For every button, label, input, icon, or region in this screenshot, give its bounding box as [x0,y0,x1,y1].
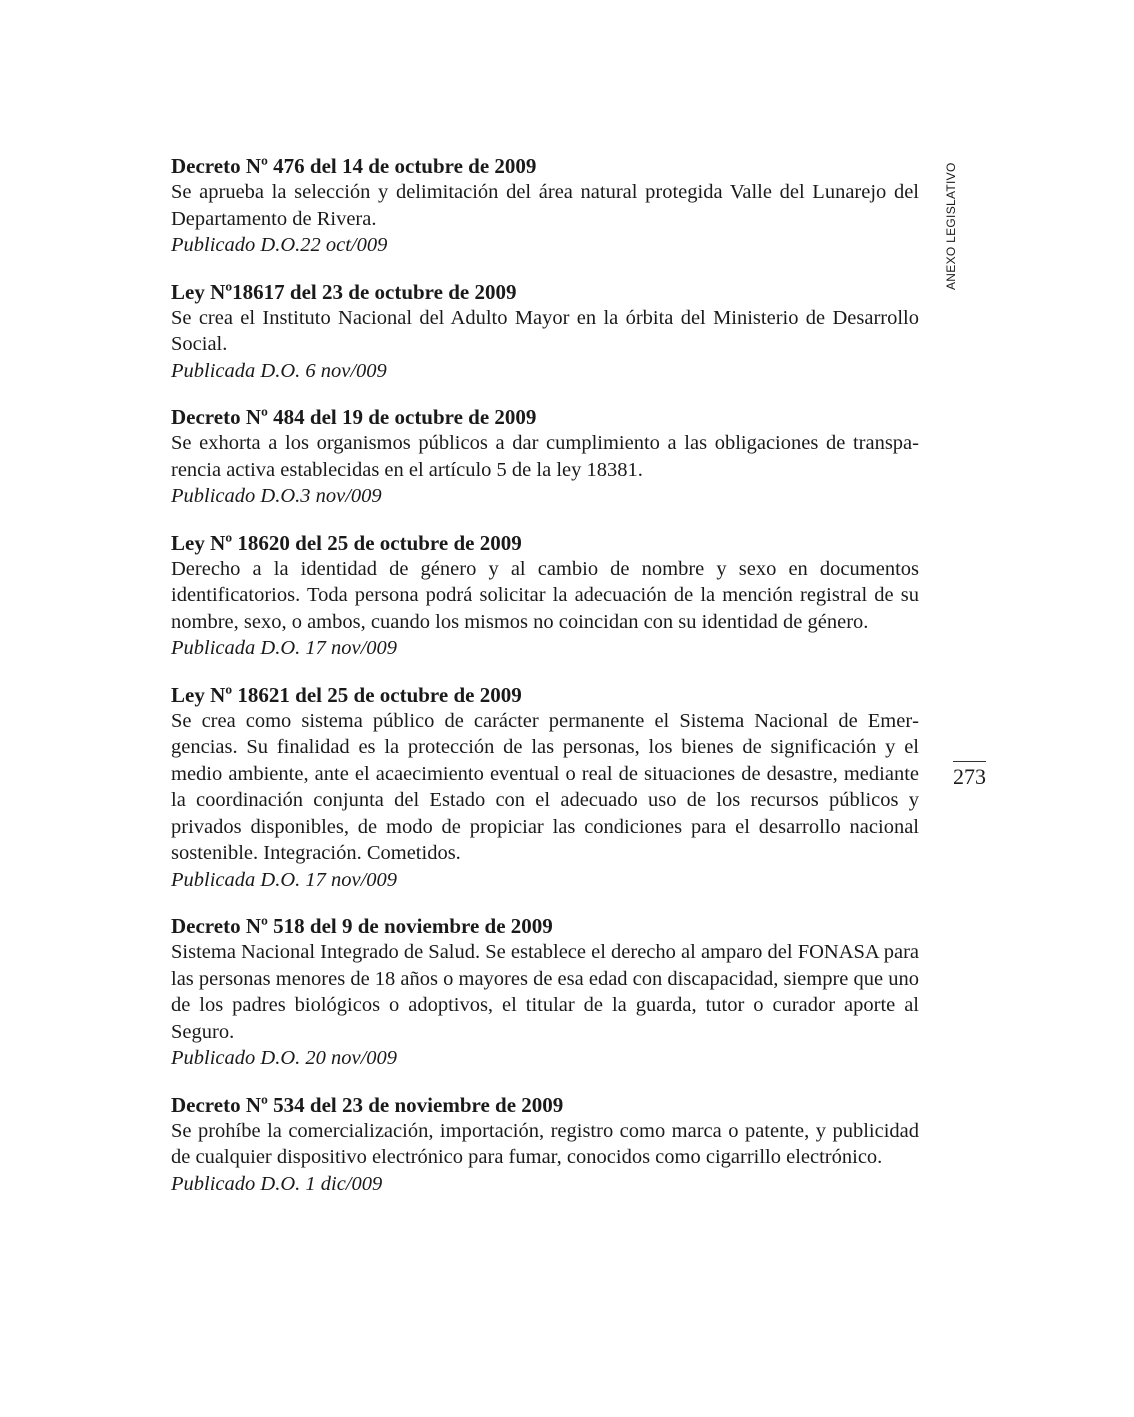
entry-description: Se prohíbe la comercialización, importación, registro como marca o patente, y publicidad de cualquier dispositivo electrónico para fumar, conocidos como cigarrillo electrónico. [171,1119,919,1168]
page-number-rule [953,761,986,762]
entry-description: Se crea el Instituto Nacional del Adulto Mayor en la órbita del Ministerio de Desarrollo Social. [171,306,919,355]
entry-publication: Publicada D.O. 17 nov/009 [171,868,398,891]
entry-title: Decreto Nº 476 del 14 de octubre de 2009 [171,154,537,178]
page-number: 273 [953,764,986,789]
entry-title: Decreto Nº 484 del 19 de octubre de 2009 [171,405,537,429]
entry-description: Se aprueba la selección y delimitación del área natural protegida Valle del Lunarejo del Departamento de Rivera. [171,181,919,230]
entry-publication: Publicada D.O. 6 nov/009 [171,359,387,382]
entry [171,682,919,894]
entry-description: Se exhorta a los organismos públicos a dar cumplimiento a las obligaciones de transparencia activa establecidas en el artículo 5 de la ley 18381. [171,432,919,481]
entry-publication: Publicado D.O. 20 nov/009 [171,1047,398,1069]
entry-title: Ley Nº 18621 del 25 de octubre de 2009 [171,682,522,707]
entry [171,913,919,1072]
entry-description: Sistema Nacional Integrado de Salud. Se establece el derecho al amparo del FONASA para las personas menores de 18 años o mayores de esa edad con discapacidad, siempre que uno de los padres biológicos o adoptivos, el titular de la guarda, tutor o curador aporte al Seguro. [171,941,919,1043]
entry-publication: Publicado D.O.22 oct/009 [171,234,388,256]
entry [171,153,919,259]
entry [171,530,919,662]
entry-publication: Publicado D.O.3 nov/009 [171,485,382,507]
entry-publication: Publicada D.O. 17 nov/009 [171,637,398,659]
entries-list [171,153,919,1217]
entry-title: Decreto Nº 534 del 23 de noviembre de 2009 [171,1092,564,1117]
entry-description: Se crea como sistema público de carácter permanente el Sistema Nacional de Emergencias. Su finalidad es la protección de las personas, los bienes de significación y el medio ambiente, ante el acaecimiento eventual o real de situaciones de desastre, mediante la coordinación conjunta del Estado con el adecuado uso de los recursos públicos y privados disponibles, de modo de propiciar las condiciones para el desarrollo nacional sostenible. Integración. Cometidos. [171,709,919,864]
entry [171,1092,919,1198]
entry-title: Decreto Nº 518 del 9 de noviembre de 2009 [171,914,553,938]
entry-publication: Publicado D.O. 1 dic/009 [171,1172,383,1195]
entry-title: Ley Nº 18620 del 25 de octubre de 2009 [171,530,522,555]
entry-description: Derecho a la identidad de género y al cambio de nombre y sexo en documentos identificatorios. Toda persona podrá solicitar la adecuación de la mención registral de su nombre, sexo, o ambos, cuando los mismos no coincidan con su identidad de género. [171,557,919,633]
entry [171,279,919,385]
section-side-label: ANEXO LEGISLATIVO [944,162,958,290]
entry [171,404,919,510]
entry-title: Ley Nº18617 del 23 de octubre de 2009 [171,279,517,304]
